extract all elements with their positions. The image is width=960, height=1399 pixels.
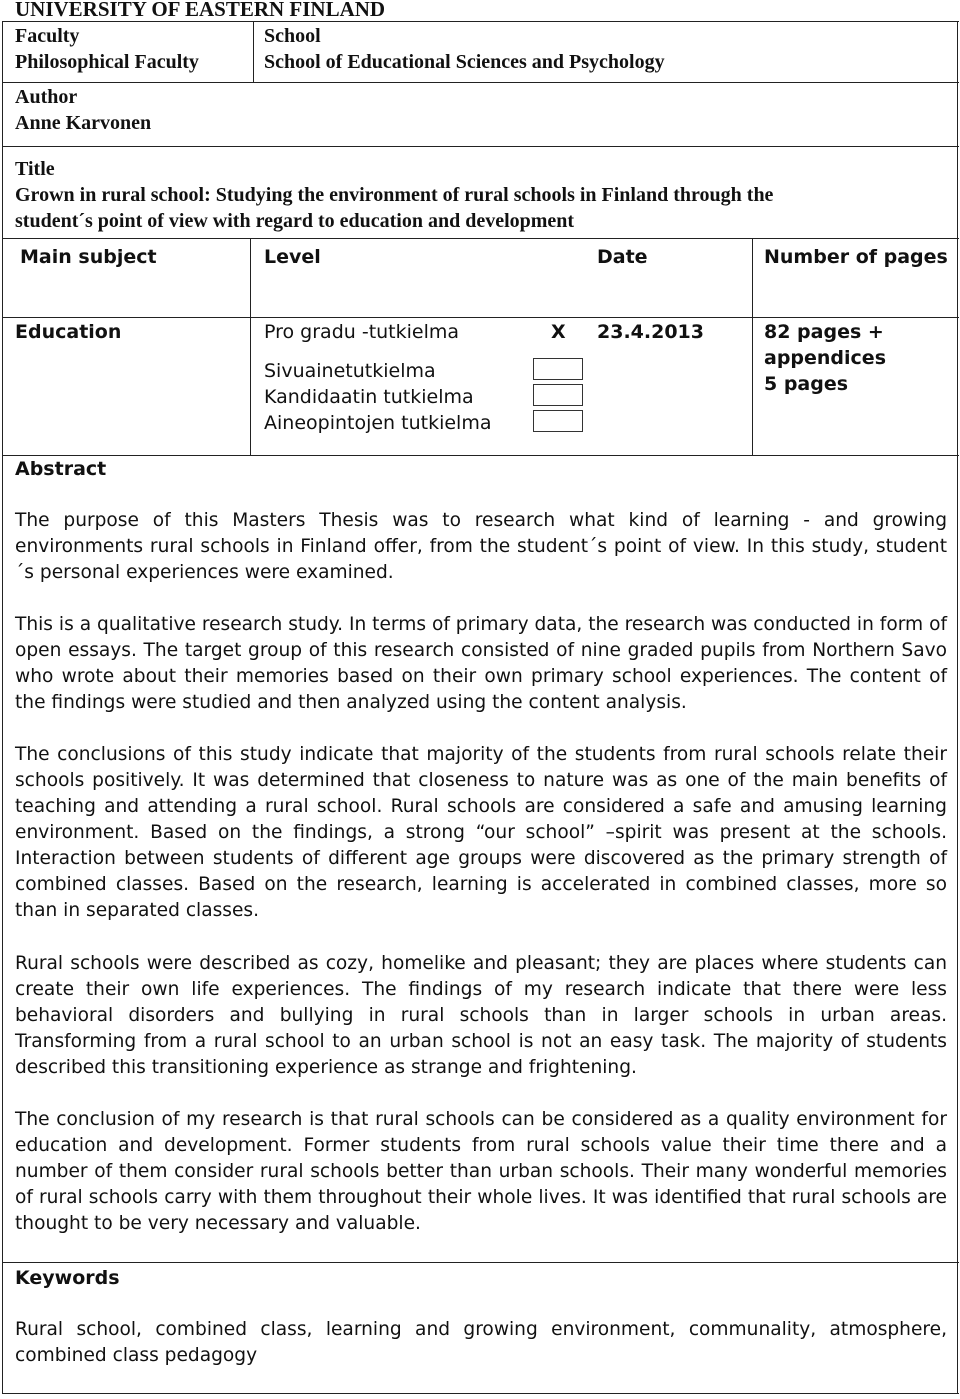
keywords-label: Keywords <box>15 1267 120 1289</box>
abstract-paragraph: The conclusions of this study indicate that majority of the students from rural schools relate their schools positively. It was determined that closeness to nature was as one of the main benefits of teaching and attending a rural school. Rural schools are considered a safe and amusing learning environment. Based on the findings, a strong “our school” –spirit was present at the schools. Interaction between students of different age groups were discovered as the primary strength of combined classes. Based on the research, learning is accelerated in combined classes, more so than in separated classes. <box>15 744 947 921</box>
faculty-label: Faculty <box>15 25 80 47</box>
level-label: Level <box>264 246 321 268</box>
date-label: Date <box>597 246 648 268</box>
faculty-value: Philosophical Faculty <box>15 51 199 73</box>
rule-faculty-school <box>253 21 254 82</box>
pages-label: Number of pages <box>764 246 948 268</box>
abstract-label: Abstract <box>15 458 107 480</box>
pages-value-line-1: 82 pages + <box>764 321 884 343</box>
title-label: Title <box>15 158 55 180</box>
main-subject-label: Main subject <box>20 246 157 268</box>
title-line-2: student´s point of view with regard to education and development <box>15 210 575 232</box>
date-value: 23.4.2013 <box>597 321 704 343</box>
rule-subject-level <box>250 238 251 455</box>
rule-after-info-header <box>2 317 959 318</box>
abstract-paragraph: This is a qualitative research study. In terms of primary data, the research was conducted in form of open essays. The target group of this research consisted of nine graded pupils from Northern Savo who wrote about their memories based on their own primary school experiences. The content of the findings were studied and then analyzed using the content analysis. <box>15 614 947 713</box>
rule-right <box>957 21 958 1394</box>
rule-after-abstract <box>2 1262 959 1263</box>
university-name: UNIVERSITY OF EASTERN FINLAND <box>15 0 386 21</box>
level-checkbox <box>533 384 583 406</box>
rule-after-faculty <box>2 82 959 83</box>
rule-bottom <box>2 1393 959 1394</box>
rule-date-pages <box>752 238 753 455</box>
level-checkbox <box>533 358 583 380</box>
abstract-paragraph: The purpose of this Masters Thesis was to research what kind of learning - and growing environments rural schools in Finland offer, from the student´s point of view. In this study, student´s personal experiences were examined. <box>15 510 947 583</box>
level-option: Pro gradu -tutkielma <box>264 321 460 343</box>
pages-value-line-3: 5 pages <box>764 373 849 395</box>
rule-after-title <box>2 238 959 239</box>
level-option: Aineopintojen tutkielma <box>264 412 492 434</box>
abstract-paragraph: Rural schools were described as cozy, homelike and pleasant; they are places where students can create their own life experiences. The findings of my research indicate that there were less behavioral disorders and bullying in rural schools than in larger schools in urban areas. Transforming from a rural school to an urban school is not an easy task. The majority of students described this transitioning experience as strange and frightening. <box>15 953 947 1078</box>
author-label: Author <box>15 86 78 108</box>
level-checkbox <box>533 410 583 432</box>
main-subject-value: Education <box>15 321 122 343</box>
school-label: School <box>264 25 321 47</box>
rule-after-info <box>2 455 959 456</box>
keywords-value: Rural school, combined class, learning and growing environment, communality, atmosphere, combined class pedagogy <box>15 1319 947 1366</box>
rule-after-author <box>2 146 959 147</box>
rule-left <box>2 21 3 1394</box>
author-value: Anne Karvonen <box>15 112 152 134</box>
abstract-paragraph: The conclusion of my research is that rural schools can be considered as a quality environment for education and development. Former students from rural schools value their time there and a number of them consider rural schools better than urban schools. Their many wonderful memories of rural schools carry with them throughout their whole lives. It was identified that rural schools are thought to be very necessary and valuable. <box>15 1109 947 1234</box>
pages-value-line-2: appendices <box>764 347 887 369</box>
title-line-1: Grown in rural school: Studying the environment of rural schools in Finland through the <box>15 184 774 206</box>
level-option: Kandidaatin tutkielma <box>264 386 474 408</box>
level-checkmark: X <box>551 321 566 343</box>
level-option: Sivuainetutkielma <box>264 360 436 382</box>
school-value: School of Educational Sciences and Psychology <box>264 51 665 73</box>
